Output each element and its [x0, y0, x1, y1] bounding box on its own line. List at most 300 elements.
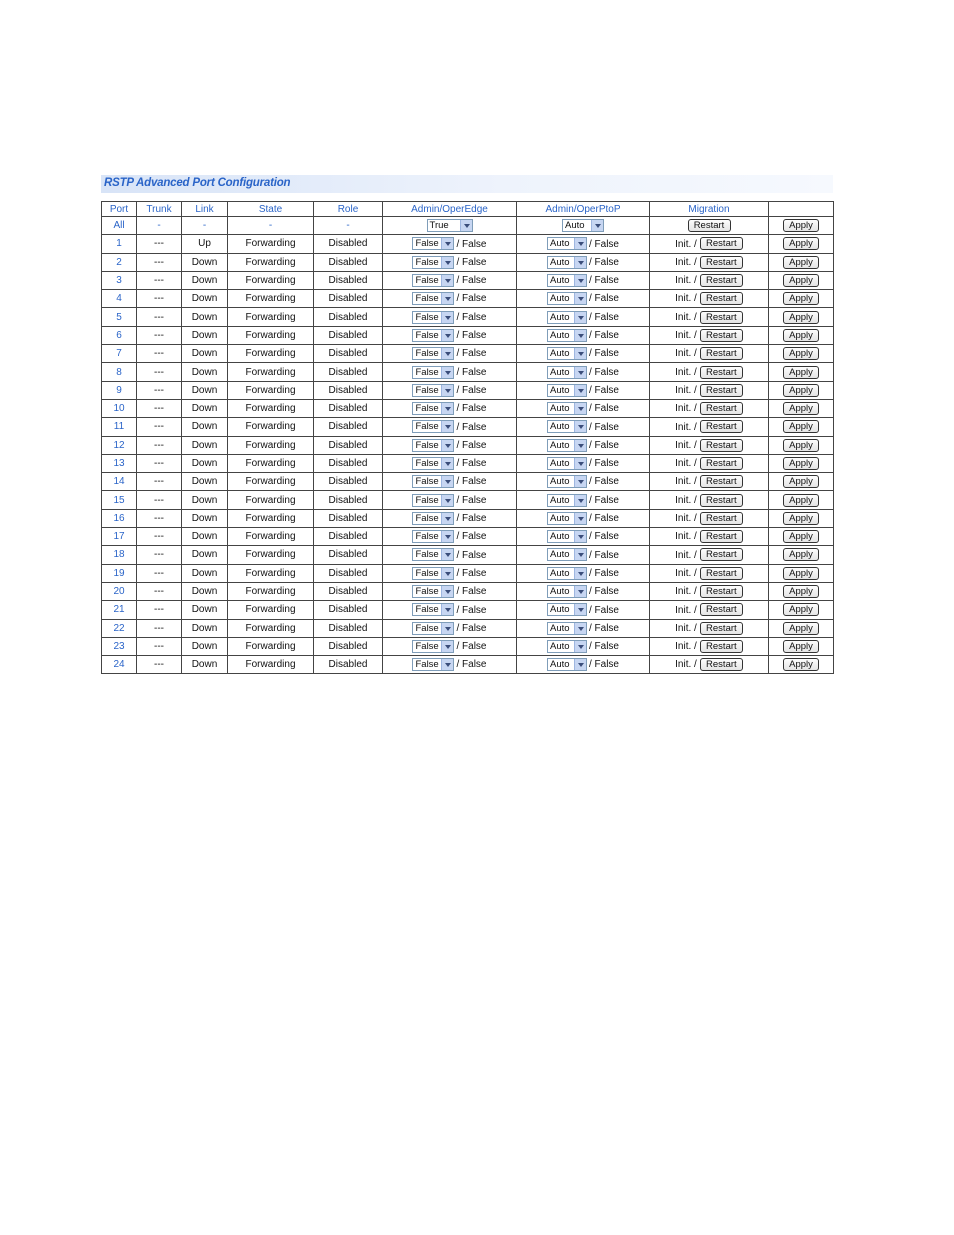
port-link[interactable]: 24: [102, 656, 137, 674]
admin-edge-select[interactable]: [412, 439, 454, 452]
restart-button[interactable]: Restart: [700, 311, 743, 324]
admin-edge-value: False: [415, 458, 439, 469]
link-cell: Down: [182, 418, 228, 436]
edge-cell: [383, 271, 517, 289]
role-cell: Disabled: [314, 418, 383, 436]
table-row: [102, 564, 834, 582]
restart-button[interactable]: Restart: [700, 585, 743, 598]
admin-ptp-select[interactable]: [547, 585, 587, 598]
chevron-down-icon[interactable]: [574, 586, 586, 597]
port-link[interactable]: 8: [102, 363, 137, 381]
admin-ptp-value: Auto: [549, 531, 570, 543]
admin-edge-select[interactable]: [412, 585, 454, 598]
ptp-cell: [517, 418, 650, 436]
admin-edge-value: False: [415, 531, 439, 543]
apply-button[interactable]: Apply: [783, 420, 819, 433]
table-row: [102, 235, 834, 253]
ptp-cell: [517, 381, 650, 399]
link-cell: Down: [182, 381, 228, 399]
restart-button[interactable]: Restart: [700, 457, 743, 470]
chevron-down-icon[interactable]: [574, 659, 586, 670]
oper-ptp-value: / False: [588, 293, 619, 305]
ptp-cell: [517, 363, 650, 381]
port-link[interactable]: 18: [102, 546, 137, 564]
apply-cell: [769, 235, 834, 253]
state-cell: Forwarding: [228, 454, 314, 472]
chevron-down-icon[interactable]: [574, 476, 586, 487]
apply-button[interactable]: Apply: [783, 384, 819, 397]
restart-button[interactable]: Restart: [700, 366, 743, 379]
apply-button[interactable]: Apply: [783, 402, 819, 415]
admin-edge-select[interactable]: [412, 530, 454, 543]
admin-edge-select[interactable]: [412, 384, 454, 397]
oper-edge-value: / False: [456, 348, 487, 360]
admin-ptp-select[interactable]: [547, 475, 587, 488]
chevron-down-icon[interactable]: [574, 330, 586, 341]
role-cell: Disabled: [314, 619, 383, 637]
header-admin-oper-ptop: Admin/OperPtoP: [517, 202, 650, 217]
header-port: Port: [102, 202, 137, 217]
migration-init-label: Init. /: [675, 293, 697, 305]
admin-ptp-select[interactable]: [547, 530, 587, 543]
chevron-down-icon[interactable]: [574, 549, 586, 560]
state-cell: Forwarding: [228, 601, 314, 619]
all-admin-edge-value: True: [429, 220, 449, 232]
port-link[interactable]: 21: [102, 601, 137, 619]
chevron-down-icon[interactable]: [574, 421, 586, 432]
link-cell: Down: [182, 473, 228, 491]
admin-edge-select[interactable]: [412, 420, 454, 433]
apply-button[interactable]: Apply: [783, 548, 819, 561]
link-cell: Down: [182, 454, 228, 472]
role-cell: Disabled: [314, 308, 383, 326]
migration-cell: [650, 601, 769, 619]
apply-button[interactable]: Apply: [783, 640, 819, 653]
admin-ptp-select[interactable]: [547, 237, 587, 250]
edge-cell: [383, 308, 517, 326]
restart-button[interactable]: Restart: [700, 548, 743, 561]
header-apply: [769, 202, 834, 217]
apply-cell: [769, 345, 834, 363]
admin-ptp-select[interactable]: [547, 347, 587, 360]
chevron-down-icon[interactable]: [441, 421, 453, 432]
table-row: [102, 381, 834, 399]
ptp-cell: [517, 491, 650, 509]
trunk-cell: ---: [137, 473, 182, 491]
all-link-cell: -: [182, 217, 228, 235]
admin-ptp-select[interactable]: [547, 512, 587, 525]
state-cell: Forwarding: [228, 308, 314, 326]
link-cell: Up: [182, 235, 228, 253]
admin-ptp-value: Auto: [549, 275, 570, 287]
admin-ptp-value: Auto: [549, 659, 570, 671]
admin-ptp-select[interactable]: [547, 567, 587, 580]
admin-ptp-value: Auto: [549, 586, 570, 598]
apply-button[interactable]: Apply: [783, 494, 819, 507]
migration-init-label: Init. /: [675, 330, 697, 342]
chevron-down-icon[interactable]: [441, 257, 453, 268]
admin-ptp-select[interactable]: [547, 329, 587, 342]
apply-button[interactable]: Apply: [783, 567, 819, 580]
apply-cell: [769, 363, 834, 381]
restart-button[interactable]: Restart: [700, 384, 743, 397]
chevron-down-icon[interactable]: [460, 220, 472, 231]
chevron-down-icon[interactable]: [441, 293, 453, 304]
chevron-down-icon[interactable]: [591, 220, 603, 231]
chevron-down-icon[interactable]: [441, 458, 453, 469]
admin-edge-select[interactable]: [412, 622, 454, 635]
apply-button[interactable]: Apply: [783, 439, 819, 452]
oper-edge-value: / False: [456, 586, 487, 598]
all-apply-button[interactable]: Apply: [783, 219, 819, 232]
restart-button[interactable]: Restart: [700, 658, 743, 671]
apply-button[interactable]: Apply: [783, 311, 819, 324]
admin-ptp-select[interactable]: [547, 622, 587, 635]
apply-button[interactable]: Apply: [783, 274, 819, 287]
port-link[interactable]: 20: [102, 582, 137, 600]
admin-edge-value: False: [415, 439, 439, 451]
admin-edge-select[interactable]: [412, 237, 454, 250]
role-cell: Disabled: [314, 399, 383, 417]
oper-edge-value: / False: [456, 567, 487, 579]
table-row: [102, 491, 834, 509]
admin-edge-select[interactable]: [412, 658, 454, 671]
restart-button[interactable]: Restart: [700, 292, 743, 305]
admin-edge-value: False: [415, 384, 439, 396]
chevron-down-icon[interactable]: [441, 568, 453, 579]
edge-cell: [383, 326, 517, 344]
all-admin-edge-select[interactable]: [427, 219, 473, 232]
trunk-cell: ---: [137, 528, 182, 546]
port-link[interactable]: 13: [102, 454, 137, 472]
admin-ptp-select[interactable]: [547, 311, 587, 324]
port-link[interactable]: 1: [102, 235, 137, 253]
migration-cell: [650, 473, 769, 491]
chevron-down-icon[interactable]: [574, 367, 586, 378]
apply-button[interactable]: Apply: [783, 475, 819, 488]
port-link[interactable]: 5: [102, 308, 137, 326]
edge-cell: [383, 601, 517, 619]
restart-button[interactable]: Restart: [700, 347, 743, 360]
chevron-down-icon[interactable]: [574, 312, 586, 323]
chevron-down-icon[interactable]: [441, 586, 453, 597]
admin-ptp-select[interactable]: [547, 274, 587, 287]
trunk-cell: ---: [137, 308, 182, 326]
chevron-down-icon[interactable]: [441, 348, 453, 359]
oper-edge-value: / False: [456, 275, 487, 287]
admin-ptp-select[interactable]: [547, 494, 587, 507]
restart-button[interactable]: Restart: [700, 530, 743, 543]
link-cell: Down: [182, 399, 228, 417]
port-link[interactable]: 7: [102, 345, 137, 363]
restart-button[interactable]: Restart: [700, 439, 743, 452]
admin-edge-value: False: [415, 275, 439, 287]
chevron-down-icon[interactable]: [574, 604, 586, 615]
oper-ptp-value: / False: [588, 476, 619, 488]
admin-edge-value: False: [415, 640, 439, 652]
restart-button[interactable]: Restart: [700, 420, 743, 433]
apply-button[interactable]: Apply: [783, 603, 819, 616]
ptp-cell: [517, 509, 650, 527]
state-cell: Forwarding: [228, 326, 314, 344]
admin-ptp-value: Auto: [549, 458, 570, 469]
chevron-down-icon[interactable]: [574, 641, 586, 652]
chevron-down-icon[interactable]: [574, 568, 586, 579]
apply-button[interactable]: Apply: [783, 622, 819, 635]
chevron-down-icon[interactable]: [441, 385, 453, 396]
migration-init-label: Init. /: [675, 513, 697, 525]
admin-edge-select[interactable]: [412, 512, 454, 525]
all-migration-cell: [650, 217, 769, 235]
chevron-down-icon[interactable]: [441, 403, 453, 414]
migration-cell: [650, 399, 769, 417]
chevron-down-icon[interactable]: [441, 623, 453, 634]
restart-button[interactable]: Restart: [700, 622, 743, 635]
table-row: [102, 290, 834, 308]
admin-edge-value: False: [415, 586, 439, 598]
restart-button[interactable]: Restart: [700, 274, 743, 287]
link-cell: Down: [182, 564, 228, 582]
apply-button[interactable]: Apply: [783, 512, 819, 525]
port-link[interactable]: 6: [102, 326, 137, 344]
chevron-down-icon[interactable]: [574, 385, 586, 396]
page-title: RSTP Advanced Port Configuration: [104, 177, 291, 189]
oper-ptp-value: / False: [588, 531, 619, 543]
oper-edge-value: / False: [456, 604, 487, 616]
admin-edge-select[interactable]: [412, 475, 454, 488]
apply-button[interactable]: Apply: [783, 457, 819, 470]
admin-edge-select[interactable]: [412, 366, 454, 379]
admin-ptp-select[interactable]: [547, 658, 587, 671]
apply-button[interactable]: Apply: [783, 329, 819, 342]
apply-button[interactable]: Apply: [783, 366, 819, 379]
chevron-down-icon[interactable]: [441, 312, 453, 323]
chevron-down-icon[interactable]: [574, 458, 586, 469]
admin-ptp-select[interactable]: [547, 420, 587, 433]
chevron-down-icon[interactable]: [574, 238, 586, 249]
port-link[interactable]: 16: [102, 509, 137, 527]
oper-ptp-value: / False: [588, 567, 619, 579]
port-link[interactable]: 10: [102, 399, 137, 417]
oper-edge-value: / False: [456, 439, 487, 451]
admin-ptp-value: Auto: [549, 238, 570, 250]
port-link[interactable]: 2: [102, 253, 137, 271]
rstp-port-config-table: [101, 201, 834, 674]
state-cell: Forwarding: [228, 473, 314, 491]
admin-edge-value: False: [415, 567, 439, 579]
all-restart-button[interactable]: Restart: [688, 219, 731, 232]
edge-cell: [383, 582, 517, 600]
chevron-down-icon[interactable]: [441, 659, 453, 670]
port-link[interactable]: 9: [102, 381, 137, 399]
restart-button[interactable]: Restart: [700, 640, 743, 653]
chevron-down-icon[interactable]: [441, 495, 453, 506]
oper-edge-value: / False: [456, 330, 487, 342]
table-row: [102, 399, 834, 417]
admin-ptp-select[interactable]: [547, 457, 587, 470]
oper-ptp-value: / False: [588, 275, 619, 287]
oper-edge-value: / False: [456, 476, 487, 488]
oper-ptp-value: / False: [588, 604, 619, 616]
admin-ptp-select[interactable]: [547, 256, 587, 269]
table-row: [102, 473, 834, 491]
admin-edge-select[interactable]: [412, 311, 454, 324]
admin-edge-select[interactable]: [412, 292, 454, 305]
chevron-down-icon[interactable]: [441, 330, 453, 341]
admin-ptp-select[interactable]: [547, 603, 587, 616]
port-link[interactable]: 17: [102, 528, 137, 546]
table-row: [102, 601, 834, 619]
migration-init-label: Init. /: [675, 641, 697, 653]
restart-button[interactable]: Restart: [700, 475, 743, 488]
admin-edge-select[interactable]: [412, 603, 454, 616]
migration-cell: [650, 546, 769, 564]
restart-button[interactable]: Restart: [700, 512, 743, 525]
restart-button[interactable]: Restart: [700, 402, 743, 415]
table-row: [102, 436, 834, 454]
chevron-down-icon[interactable]: [441, 549, 453, 560]
chevron-down-icon[interactable]: [441, 531, 453, 542]
chevron-down-icon[interactable]: [441, 476, 453, 487]
apply-button[interactable]: Apply: [783, 585, 819, 598]
chevron-down-icon[interactable]: [574, 531, 586, 542]
apply-button[interactable]: Apply: [783, 256, 819, 269]
chevron-down-icon[interactable]: [441, 513, 453, 524]
chevron-down-icon[interactable]: [574, 495, 586, 506]
restart-button[interactable]: Restart: [700, 567, 743, 580]
port-link[interactable]: 22: [102, 619, 137, 637]
port-link[interactable]: 23: [102, 637, 137, 655]
table-row: [102, 656, 834, 674]
migration-cell: [650, 363, 769, 381]
apply-cell: [769, 582, 834, 600]
edge-cell: [383, 399, 517, 417]
role-cell: Disabled: [314, 473, 383, 491]
link-cell: Down: [182, 345, 228, 363]
admin-ptp-value: Auto: [549, 421, 570, 433]
chevron-down-icon[interactable]: [574, 348, 586, 359]
restart-button[interactable]: Restart: [700, 256, 743, 269]
all-ports-row: [102, 217, 834, 235]
port-link[interactable]: 19: [102, 564, 137, 582]
admin-ptp-select[interactable]: [547, 439, 587, 452]
port-link[interactable]: 4: [102, 290, 137, 308]
oper-ptp-value: / False: [588, 641, 619, 653]
apply-button[interactable]: Apply: [783, 658, 819, 671]
header-role: Role: [314, 202, 383, 217]
ptp-cell: [517, 253, 650, 271]
admin-edge-value: False: [415, 494, 439, 506]
admin-edge-select[interactable]: [412, 274, 454, 287]
oper-ptp-value: / False: [588, 458, 619, 470]
chevron-down-icon[interactable]: [441, 238, 453, 249]
admin-edge-select[interactable]: [412, 567, 454, 580]
role-cell: Disabled: [314, 363, 383, 381]
migration-cell: [650, 271, 769, 289]
port-link[interactable]: 15: [102, 491, 137, 509]
apply-button[interactable]: Apply: [783, 347, 819, 360]
edge-cell: [383, 528, 517, 546]
admin-edge-value: False: [415, 659, 439, 671]
migration-init-label: Init. /: [675, 567, 697, 579]
apply-button[interactable]: Apply: [783, 237, 819, 250]
chevron-down-icon[interactable]: [441, 440, 453, 451]
port-link[interactable]: 3: [102, 271, 137, 289]
trunk-cell: ---: [137, 509, 182, 527]
link-cell: Down: [182, 308, 228, 326]
admin-ptp-select[interactable]: [547, 640, 587, 653]
oper-edge-value: / False: [456, 311, 487, 323]
admin-ptp-value: Auto: [549, 604, 570, 616]
migration-cell: [650, 381, 769, 399]
role-cell: Disabled: [314, 582, 383, 600]
restart-button[interactable]: Restart: [700, 603, 743, 616]
apply-button[interactable]: Apply: [783, 292, 819, 305]
edge-cell: [383, 656, 517, 674]
port-link[interactable]: 11: [102, 418, 137, 436]
chevron-down-icon[interactable]: [574, 257, 586, 268]
chevron-down-icon[interactable]: [574, 293, 586, 304]
admin-edge-select[interactable]: [412, 457, 454, 470]
chevron-down-icon[interactable]: [441, 641, 453, 652]
chevron-down-icon[interactable]: [574, 513, 586, 524]
migration-init-label: Init. /: [675, 458, 697, 470]
edge-cell: [383, 418, 517, 436]
chevron-down-icon[interactable]: [574, 623, 586, 634]
trunk-cell: ---: [137, 436, 182, 454]
role-cell: Disabled: [314, 637, 383, 655]
admin-ptp-select[interactable]: [547, 384, 587, 397]
all-admin-ptp-select[interactable]: [562, 219, 604, 232]
chevron-down-icon[interactable]: [574, 440, 586, 451]
admin-edge-select[interactable]: [412, 347, 454, 360]
restart-button[interactable]: Restart: [700, 329, 743, 342]
admin-ptp-select[interactable]: [547, 292, 587, 305]
state-cell: Forwarding: [228, 290, 314, 308]
admin-edge-select[interactable]: [412, 494, 454, 507]
admin-edge-value: False: [415, 549, 439, 561]
chevron-down-icon[interactable]: [441, 367, 453, 378]
admin-ptp-select[interactable]: [547, 402, 587, 415]
admin-ptp-value: Auto: [549, 549, 570, 561]
oper-edge-value: / False: [456, 531, 487, 543]
chevron-down-icon[interactable]: [441, 604, 453, 615]
admin-edge-select[interactable]: [412, 329, 454, 342]
admin-edge-select[interactable]: [412, 402, 454, 415]
ptp-cell: [517, 601, 650, 619]
admin-edge-select[interactable]: [412, 548, 454, 561]
link-cell: Down: [182, 619, 228, 637]
table-row: [102, 271, 834, 289]
port-link[interactable]: 14: [102, 473, 137, 491]
chevron-down-icon[interactable]: [574, 403, 586, 414]
oper-edge-value: / False: [456, 641, 487, 653]
admin-edge-select[interactable]: [412, 256, 454, 269]
apply-button[interactable]: Apply: [783, 530, 819, 543]
restart-button[interactable]: Restart: [700, 237, 743, 250]
restart-button[interactable]: Restart: [700, 494, 743, 507]
migration-cell: [650, 326, 769, 344]
admin-ptp-select[interactable]: [547, 366, 587, 379]
admin-edge-select[interactable]: [412, 640, 454, 653]
chevron-down-icon[interactable]: [574, 275, 586, 286]
port-link[interactable]: 12: [102, 436, 137, 454]
link-cell: Down: [182, 253, 228, 271]
admin-ptp-select[interactable]: [547, 548, 587, 561]
all-state-cell: -: [228, 217, 314, 235]
chevron-down-icon[interactable]: [441, 275, 453, 286]
header-link: Link: [182, 202, 228, 217]
